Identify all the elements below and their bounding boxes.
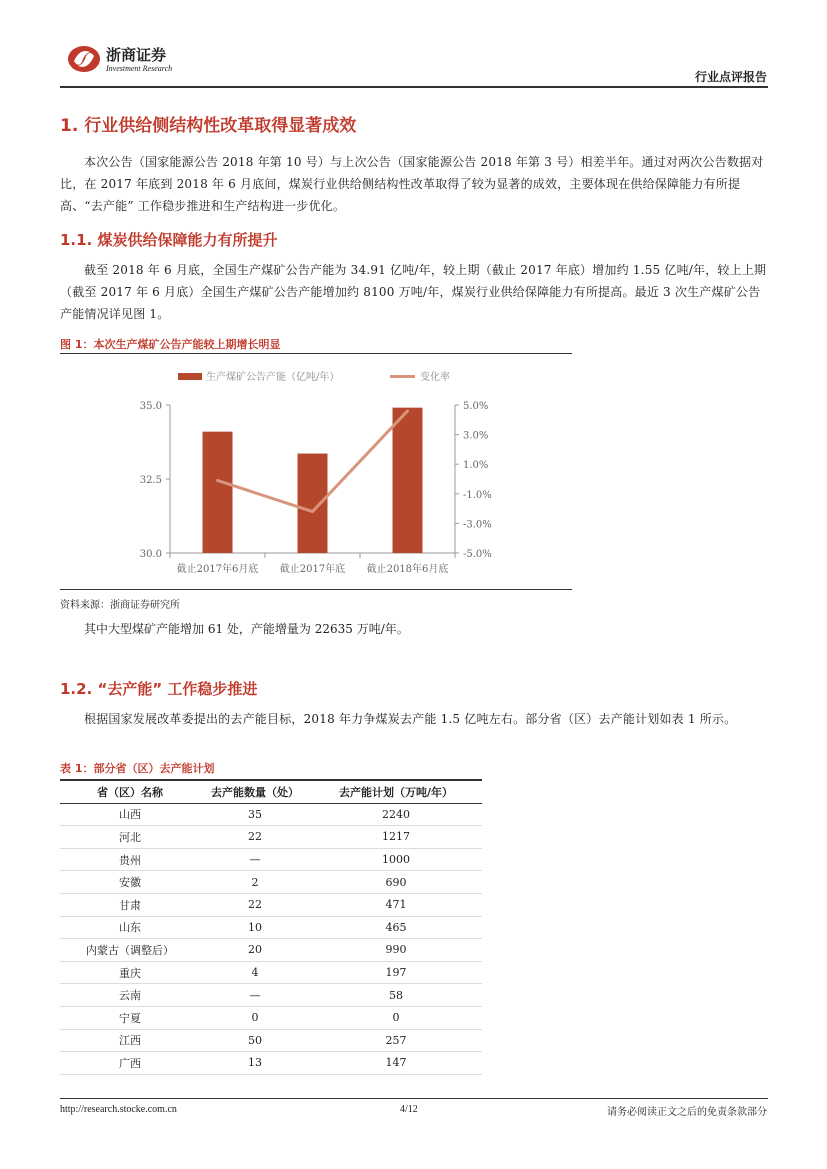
table-row [60, 1029, 482, 1052]
footer-rule [60, 1098, 768, 1099]
bar-capacity [203, 432, 233, 553]
cell-plan: 58 [310, 984, 482, 1007]
logo [66, 42, 102, 74]
section-1-1-title: 1.1. 煤炭供给保障能力有所提升 [60, 231, 278, 249]
cell-count: 35 [200, 803, 310, 826]
cell-province: 江西 [60, 1029, 200, 1052]
table-row [60, 1052, 482, 1075]
y-tick-label: 32.5 [139, 475, 162, 486]
cell-province: 山东 [60, 916, 200, 939]
bar-capacity [298, 454, 328, 553]
point-change-rate [406, 409, 409, 412]
table-row [60, 916, 482, 939]
y-tick-label: 30.0 [139, 549, 162, 560]
y2-tick-label: 3.0% [463, 430, 489, 442]
col-header-count: 去产能数量（处） [200, 780, 310, 803]
cell-province: 河北 [60, 826, 200, 849]
figure-top-rule [60, 353, 572, 354]
table-row [60, 893, 482, 916]
cell-plan: 1217 [310, 826, 482, 849]
cell-count: 50 [200, 1029, 310, 1052]
cell-plan: 2240 [310, 803, 482, 826]
cell-plan: 990 [310, 939, 482, 962]
table-row [60, 848, 482, 871]
logo-mark-icon [66, 42, 102, 74]
figure-caption: 图 1：本次生产煤矿公告产能较上期增长明显 [60, 338, 281, 351]
table-row [60, 803, 482, 826]
section-1-1-paragraph-2: 其中大型煤矿产能增加 61 处，产能增量为 22635 万吨/年。 [84, 622, 409, 636]
cell-province: 山西 [60, 803, 200, 826]
table-row [60, 1006, 482, 1029]
y2-tick-label: -5.0% [463, 549, 492, 560]
col-header-plan: 去产能计划（万吨/年） [310, 780, 482, 803]
table-row [60, 961, 482, 984]
figure-source: 资料来源：浙商证券研究所 [60, 600, 180, 611]
cell-province: 广西 [60, 1052, 200, 1075]
cell-province: 重庆 [60, 961, 200, 984]
legend-label-capacity: 生产煤矿公告产能（亿吨/年） [206, 372, 340, 383]
table-row [60, 939, 482, 962]
cell-count: 13 [200, 1052, 310, 1075]
x-tick-label: 截止2017年6月底 [176, 564, 259, 575]
cell-count: — [200, 984, 310, 1007]
cell-plan: 257 [310, 1029, 482, 1052]
y2-tick-label: -3.0% [463, 519, 492, 531]
cell-plan: 465 [310, 916, 482, 939]
legend-swatch-capacity [178, 373, 202, 380]
section-1-1-paragraph: 截至 2018 年 6 月底，全国生产煤矿公告产能为 34.91 亿吨/年，较上期（截止 2017 年底）增加约 1.55 亿吨/年，较上上期（截至 2017 年 6 月底）全国生产煤矿公告产能增加约 8100 万吨/年，煤炭行业供给保障能力有所提高。最近 3 次生产煤矿公告产能情况详见图 1。 [60, 263, 767, 321]
cell-plan: 0 [310, 1006, 482, 1029]
report-type: 行业点评报告 [694, 70, 767, 84]
table-row [60, 826, 482, 849]
logo-en: Investment Research [106, 64, 173, 73]
point-change-rate [216, 479, 219, 482]
cell-province: 内蒙古（调整后） [60, 939, 200, 962]
cell-count: 20 [200, 939, 310, 962]
section-1-2-title: 1.2. “去产能” 工作稳步推进 [60, 680, 258, 698]
section-1-2-paragraph: 根据国家发展改革委提出的去产能目标，2018 年力争煤炭去产能 1.5 亿吨左右。部分省（区）去产能计划如表 1 所示。 [84, 712, 737, 726]
cell-province: 贵州 [60, 848, 200, 871]
x-tick-label: 截止2018年6月底 [366, 564, 449, 575]
cell-plan: 147 [310, 1052, 482, 1075]
logo-cn: 浙商证券 [106, 46, 167, 64]
page-number: 4/12 [400, 1104, 418, 1115]
table-row [60, 871, 482, 894]
point-change-rate [311, 510, 314, 513]
cell-province: 安徽 [60, 871, 200, 894]
cell-plan: 1000 [310, 848, 482, 871]
bar-capacity [393, 408, 423, 553]
y2-tick-label: -1.0% [463, 489, 492, 501]
cell-plan: 197 [310, 961, 482, 984]
cell-count: 10 [200, 916, 310, 939]
cell-count: 22 [200, 826, 310, 849]
y-tick-label: 35.0 [139, 401, 162, 412]
footer-url[interactable]: http://research.stocke.com.cn [60, 1104, 177, 1115]
cell-province: 甘肃 [60, 893, 200, 916]
y2-tick-label: 5.0% [463, 401, 489, 412]
cell-plan: 690 [310, 871, 482, 894]
footer-disclaimer: 请务必阅读正文之后的免责条款部分 [607, 1107, 767, 1118]
section-1-title: 1. 行业供给侧结构性改革取得显著成效 [60, 116, 357, 136]
section-1-paragraph: 本次公告（国家能源公告 2018 年第 10 号）与上次公告（国家能源公告 2018 年第 3 号）相差半年。通过对两次公告数据对比，在 2017 年底到 2018 年 6 月底间，煤炭行业供给侧结构性改革取得了较为显著的成效，主要体现在供给保障能力有所提高、“去产能” 工作稳步推进和生产结构进一步优化。 [60, 155, 764, 213]
figure-bottom-rule [60, 589, 572, 590]
cell-count: — [200, 848, 310, 871]
table-header-row [60, 780, 482, 803]
cell-count: 4 [200, 961, 310, 984]
cell-province: 云南 [60, 984, 200, 1007]
table-row [60, 984, 482, 1007]
cell-province: 宁夏 [60, 1006, 200, 1029]
cell-plan: 471 [310, 893, 482, 916]
cell-count: 0 [200, 1006, 310, 1029]
capacity-chart [60, 355, 572, 587]
cell-count: 22 [200, 893, 310, 916]
cell-count: 2 [200, 871, 310, 894]
y2-tick-label: 1.0% [463, 460, 489, 472]
x-tick-label: 截止2017年底 [279, 564, 346, 575]
table-caption: 表 1：部分省（区）去产能计划 [60, 762, 215, 775]
capacity-cut-table [60, 779, 482, 1075]
legend-label-change-rate: 变化率 [420, 372, 450, 383]
col-header-province: 省（区）名称 [60, 780, 200, 803]
header-rule [60, 86, 768, 88]
